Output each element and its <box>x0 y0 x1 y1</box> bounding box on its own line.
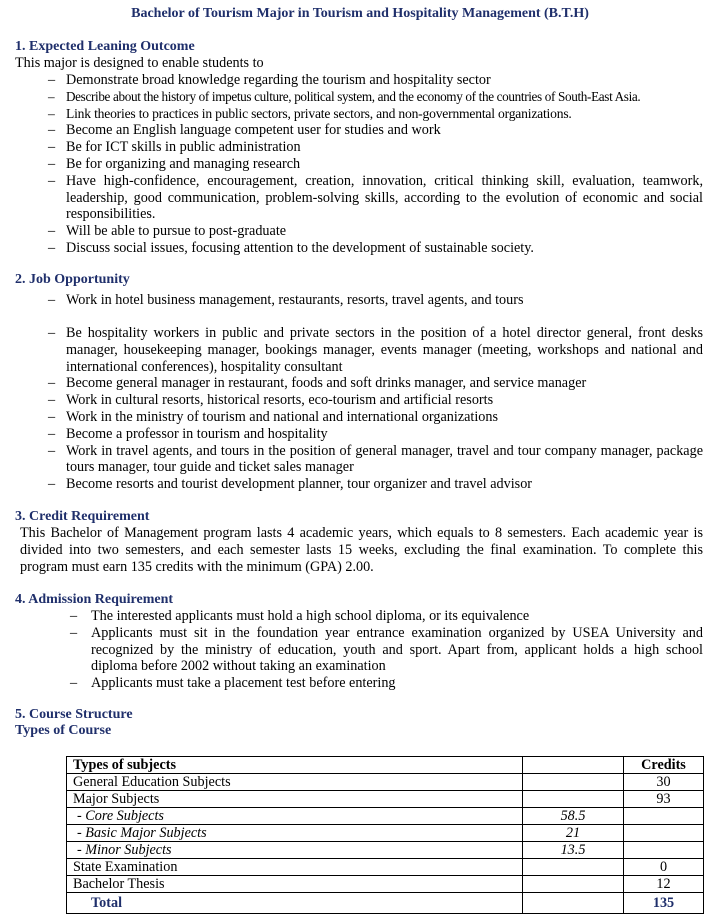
header-type: Types of subjects <box>67 757 523 774</box>
job-first-list <box>66 292 703 309</box>
section-4-heading: 4. Admission Requirement <box>15 592 174 607</box>
row-sub <box>523 859 624 876</box>
row-sub <box>523 774 624 791</box>
types-of-course-heading: Types of Course <box>15 723 112 738</box>
row-credits: 93 <box>624 791 704 808</box>
row-sub: 13.5 <box>523 842 624 859</box>
section-1-heading: 1. Expected Leaning Outcome <box>15 39 195 54</box>
list-item: – Work in cultural resorts, historical resorts, eco-tourism and artificial resorts <box>66 392 703 409</box>
section-2-heading: 2. Job Opportunity <box>15 272 130 287</box>
row-credits <box>624 825 704 842</box>
list-item: – Have high-confidence, encouragement, creation, innovation, critical thinking skill, evaluation, teamwork, leadership, good communication, problem-solving skills, according to the evolution of economic and social responsibilities. <box>66 173 703 223</box>
section-1-intro: This major is designed to enable students to <box>15 55 264 71</box>
job-list <box>66 325 703 493</box>
section-3-heading: 3. Credit Requirement <box>15 509 150 524</box>
table-row <box>67 774 704 791</box>
table-row <box>67 859 704 876</box>
total-label: Total <box>67 893 523 914</box>
list-item: – Demonstrate broad knowledge regarding the tourism and hospitality sector <box>66 72 703 89</box>
admission-list <box>91 608 703 692</box>
list-item: – Work in hotel business management, restaurants, resorts, travel agents, and tours <box>66 292 703 309</box>
row-sub: 58.5 <box>523 808 624 825</box>
row-sub <box>523 791 624 808</box>
course-structure-table <box>66 756 704 914</box>
row-type: - Basic Major Subjects <box>67 825 523 842</box>
total-sub <box>523 893 624 914</box>
row-credits: 12 <box>624 876 704 893</box>
row-credits <box>624 842 704 859</box>
row-type: General Education Subjects <box>67 774 523 791</box>
list-item: – Link theories to practices in public sectors, private sectors, and non-governmental organizations. <box>66 106 703 123</box>
row-credits: 0 <box>624 859 704 876</box>
row-sub: 21 <box>523 825 624 842</box>
list-item: – Become a professor in tourism and hospitality <box>66 426 703 443</box>
list-item: – Work in travel agents, and tours in the position of general manager, travel and tour company manager, package tours manager, tour guide and ticket sales manager <box>66 443 703 477</box>
list-item: – The interested applicants must hold a high school diploma, or its equivalence <box>91 608 703 625</box>
list-item: – Will be able to pursue to post-graduate <box>66 223 703 240</box>
list-item: – Applicants must sit in the foundation year entrance examination organized by USEA University and recognized by the ministry of education, youth and sport. Apart from, applicant holds a high school diploma before 2002 without taking an examination <box>91 625 703 675</box>
row-type: State Examination <box>67 859 523 876</box>
row-credits: 30 <box>624 774 704 791</box>
document-title: Bachelor of Tourism Major in Tourism and Hospitality Management (B.T.H) <box>131 6 589 21</box>
row-type: Major Subjects <box>67 791 523 808</box>
list-item: – Be hospitality workers in public and private sectors in the position of a hotel director general, front desks manager, housekeeping manager, bookings manager, events manager (meeting, workshops and national and international conferences), hospitality consultant <box>66 325 703 375</box>
list-item: – Applicants must take a placement test before entering <box>91 675 703 692</box>
table-row <box>67 791 704 808</box>
table-header-row <box>67 757 704 774</box>
list-item: – Describe about the history of impetus culture, political system, and the economy of the countries of South-East Asia. <box>66 89 703 106</box>
row-type: - Core Subjects <box>67 808 523 825</box>
list-item: – Become general manager in restaurant, foods and soft drinks manager, and service manager <box>66 375 703 392</box>
header-sub <box>523 757 624 774</box>
list-item: – Be for ICT skills in public administration <box>66 139 703 156</box>
row-credits <box>624 808 704 825</box>
table-row <box>67 842 704 859</box>
credit-paragraph: This Bachelor of Management program lasts 4 academic years, which equals to 8 semesters. Each academic year is divided into two semesters, and each semester lasts 15 weeks, excluding the final examination. To complete this program must earn 135 credits with the minimum (GPA) 2.00. <box>20 525 703 575</box>
list-item: – Be for organizing and managing research <box>66 156 703 173</box>
list-item: – Become resorts and tourist development planner, tour organizer and travel advisor <box>66 476 703 493</box>
table-row <box>67 825 704 842</box>
row-type: - Minor Subjects <box>67 842 523 859</box>
row-sub <box>523 876 624 893</box>
total-credits: 135 <box>624 893 704 914</box>
header-credits: Credits <box>624 757 704 774</box>
list-item: – Discuss social issues, focusing attention to the development of sustainable society. <box>66 240 703 257</box>
list-item: – Become an English language competent user for studies and work <box>66 122 703 139</box>
list-item: – Work in the ministry of tourism and national and international organizations <box>66 409 703 426</box>
outcome-list <box>66 72 703 257</box>
table-row <box>67 808 704 825</box>
table-total-row <box>67 893 704 914</box>
section-5-heading: 5. Course Structure <box>15 707 133 722</box>
table-row <box>67 876 704 893</box>
row-type: Bachelor Thesis <box>67 876 523 893</box>
